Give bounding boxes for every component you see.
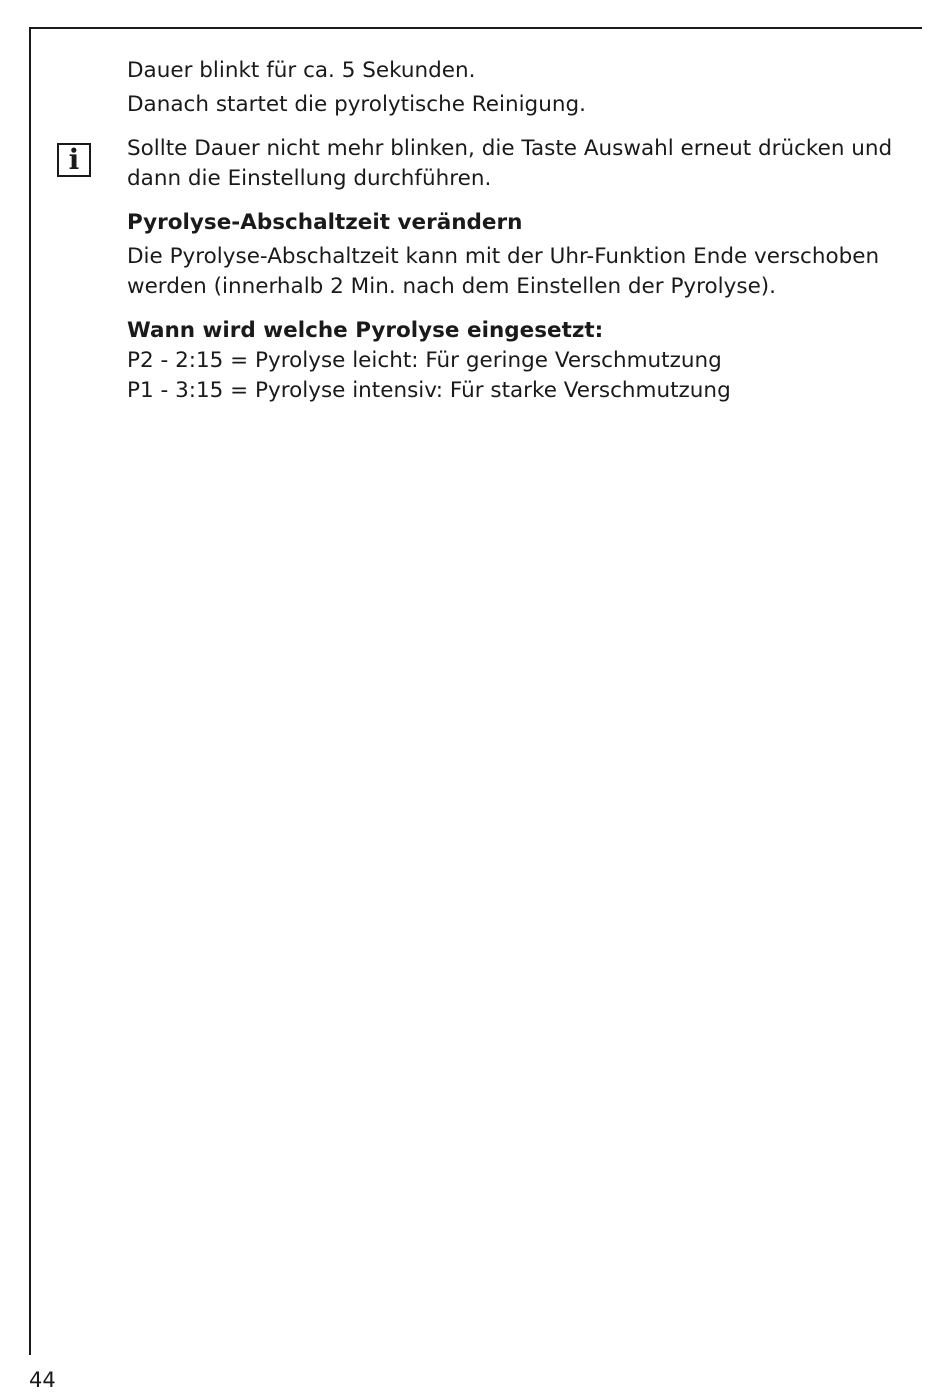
duration-blink-text: Dauer blinkt für ca. 5 Sekunden.: [127, 58, 476, 83]
shutoff-text-line-2: werden (innerhalb 2 Min. nach dem Einstellen der Pyrolyse).: [127, 274, 777, 299]
page-number: 44: [29, 1368, 56, 1392]
info-icon-glyph: i: [68, 143, 80, 176]
info-note-line-1: Sollte Dauer nicht mehr blinken, die Taste Auswahl erneut drücken und: [127, 136, 893, 161]
instruction-block: [127, 56, 917, 120]
left-margin-rule: [29, 27, 31, 1355]
pyrolysis-start-text: Danach startet die pyrolytische Reinigung.: [127, 92, 586, 117]
top-rule: [29, 27, 922, 29]
page-content: [127, 56, 917, 406]
shutoff-text-line-1: Die Pyrolyse-Abschaltzeit kann mit der Uhr-Funktion Ende verschoben: [127, 244, 880, 269]
usage-item-p1: P1 - 3:15 = Pyrolyse intensiv: Für starke Verschmutzung: [127, 378, 731, 403]
shutoff-heading: Pyrolyse-Abschaltzeit verändern: [127, 210, 523, 235]
usage-section: [127, 316, 917, 406]
usage-heading: Wann wird welche Pyrolyse eingesetzt:: [127, 318, 604, 343]
info-note-line-2: dann die Einstellung durchführen.: [127, 166, 492, 191]
info-icon: [57, 143, 91, 177]
usage-item-p2: P2 - 2:15 = Pyrolyse leicht: Für geringe Verschmutzung: [127, 348, 722, 373]
info-note: [127, 134, 917, 194]
shutoff-section: [127, 208, 917, 302]
